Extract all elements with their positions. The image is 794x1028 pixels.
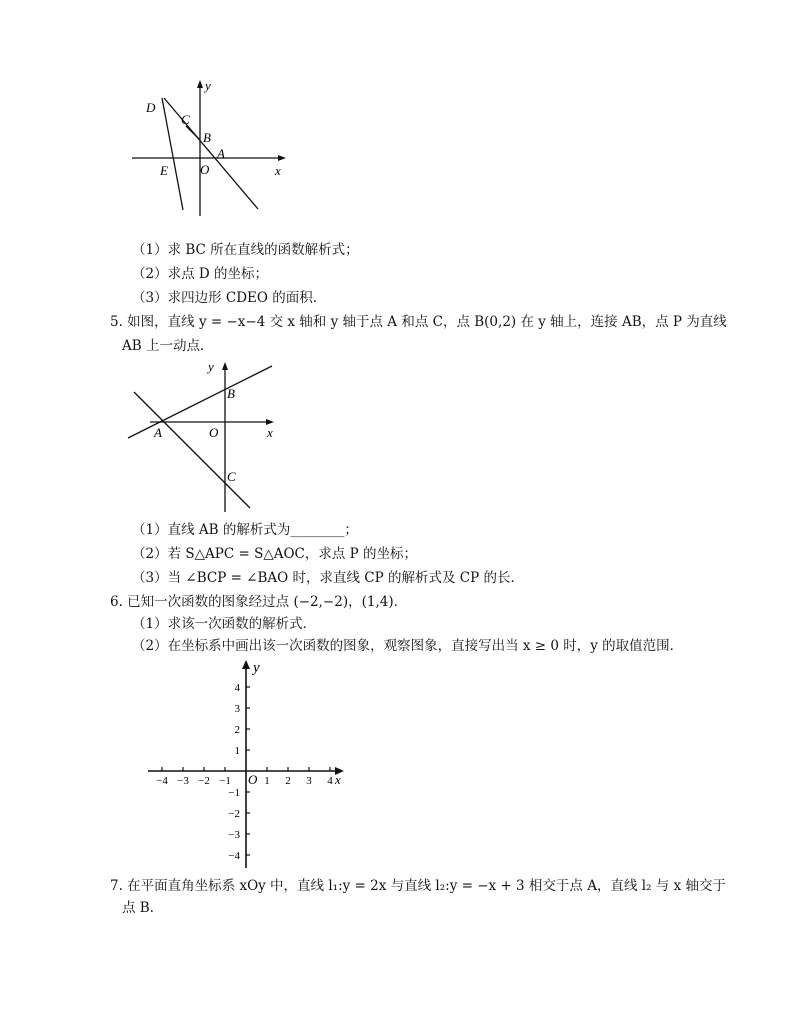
fig1-label-x: x — [275, 163, 281, 178]
fig3-y-tick-label: −2 — [228, 808, 240, 820]
fig2-label-y: y — [208, 359, 214, 374]
fig2-line-ab — [128, 366, 272, 438]
fig3-label-o: O — [248, 772, 258, 787]
figure-1-diagram — [120, 76, 300, 216]
q5-part-1: （1）直线 AB 的解析式为________； — [132, 522, 358, 538]
fig3-y-tick-label: −4 — [228, 850, 240, 862]
fig2-label-o: O — [209, 425, 219, 440]
q6-part-1: （1）求该一次函数的解析式． — [132, 616, 317, 632]
fig3-label-x: x — [335, 772, 341, 787]
q5-stem-line-1: 5. 如图，直线 y = −x−4 交 x 轴和 y 轴于点 A 和点 C，点 B(0,2) 在 y 轴上，连接 AB，点 P 为直线 — [110, 314, 727, 330]
fig2-label-c: C — [227, 469, 236, 484]
fig3-x-tick-label: −2 — [198, 775, 210, 787]
fig1-label-c: C — [181, 112, 190, 127]
fig3-y-tick-label: −1 — [228, 787, 240, 799]
q5-part-3: （3）当 ∠BCP = ∠BAO 时，求直线 CP 的解析式及 CP 的长． — [132, 570, 525, 586]
fig3-y-tick-label: 4 — [234, 682, 240, 694]
fig3-x-tick-label: 1 — [264, 775, 270, 787]
fig1-label-e: E — [160, 163, 168, 178]
q4-part-3: （3）求四边形 CDEO 的面积． — [132, 290, 327, 306]
fig1-segment-bc — [186, 126, 200, 140]
q4-part-1: （1）求 BC 所在直线的函数解析式； — [132, 242, 359, 258]
q5-part-2: （2）若 S△APC = S△AOC，求点 P 的坐标； — [132, 546, 418, 562]
fig1-label-d: D — [146, 100, 156, 115]
fig3-x-tick-label: 3 — [306, 775, 312, 787]
q6-stem: 6. 已知一次函数的图象经过点 (−2,−2)，(1,4)． — [110, 594, 408, 610]
fig3-x-tick-label: −3 — [177, 775, 189, 787]
fig3-label-y: y — [253, 660, 260, 676]
q4-part-2: （2）求点 D 的坐标； — [132, 266, 268, 282]
fig1-label-o: O — [200, 162, 210, 177]
fig1-label-b: B — [203, 130, 211, 145]
figure-2-diagram — [120, 356, 290, 516]
fig1-y-arrow — [197, 80, 203, 88]
fig2-label-b: B — [227, 386, 235, 401]
fig1-line-ca — [164, 98, 258, 209]
fig3-y-arrow — [242, 660, 250, 669]
fig3-x-tick-label: −4 — [156, 775, 168, 787]
q7-stem-line-1: 7. 在平面直角坐标系 xOy 中，直线 l₁:y = 2x 与直线 l₂:y = −x + 3 相交于点 A，直线 l₂ 与 x 轴交于 — [110, 878, 726, 894]
fig1-x-arrow — [278, 155, 286, 161]
fig3-x-tick-label: −1 — [219, 775, 231, 787]
fig3-x-tick-label: 2 — [285, 775, 291, 787]
fig2-label-x: x — [267, 425, 273, 440]
fig2-line-ac — [134, 392, 250, 508]
fig2-y-arrow — [222, 362, 228, 370]
figure-3-coordinate-axes — [140, 656, 360, 872]
q6-part-2: （2）在坐标系中画出该一次函数的图象，观察图象，直接写出当 x ≥ 0 时，y 的取值范围． — [132, 638, 684, 654]
fig1-label-y: y — [205, 78, 211, 93]
fig1-label-a: A — [217, 146, 225, 161]
fig2-label-a: A — [154, 425, 162, 440]
fig1-line-de — [162, 98, 183, 210]
fig3-x-tick-label: 4 — [327, 775, 333, 787]
fig3-y-tick-label: 3 — [234, 703, 240, 715]
q7-stem-line-2: 点 B． — [122, 900, 164, 916]
fig3-y-tick-label: 2 — [234, 724, 240, 736]
fig3-y-tick-label: 1 — [234, 745, 240, 757]
fig3-y-tick-label: −3 — [228, 829, 240, 841]
q5-stem-line-2: AB 上一动点． — [122, 338, 214, 354]
